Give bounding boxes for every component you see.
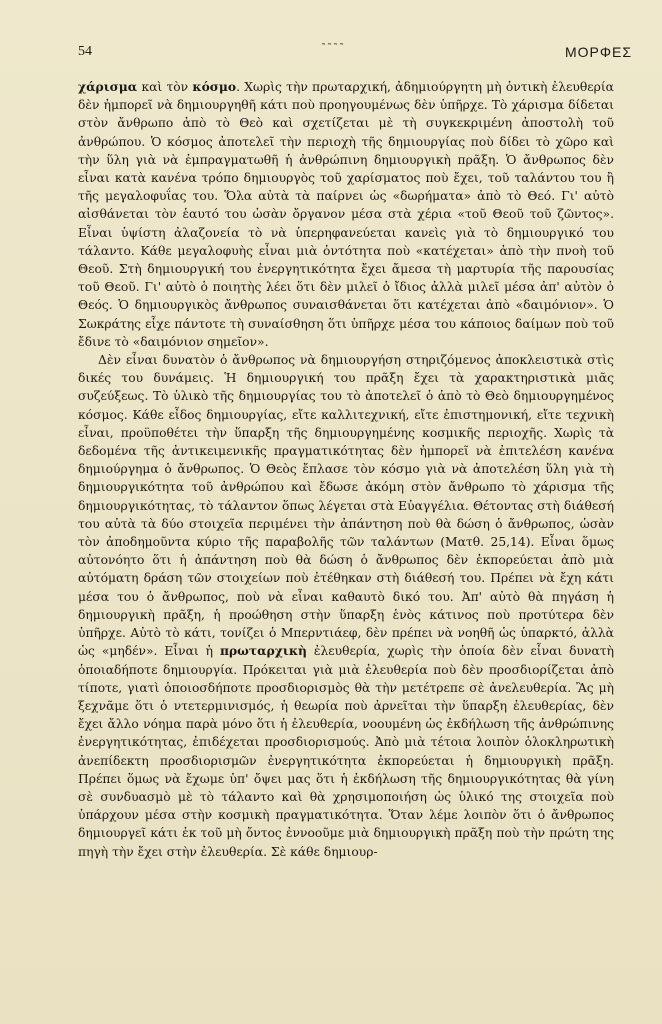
paragraph xyxy=(78,351,614,861)
header-ornament: ˜˜˜˜ xyxy=(321,43,345,54)
text-run: ἐλευθερία, χωρὶς τὴν ὁποία δὲν εἶναι δυνατὴ ὁποιαδήποτε δημιουργία. Πρόκειται γιὰ μιὰ ἐλευθερία ποὺ δὲν προσδιορίζεται ἀπὸ τίποτε, γιατὶ ὁποιοσδήποτε προσδιορισμὸς θὰ τὴν μετέτρεπε σὲ ἀνελευθερία. Ἂς μὴ ξεχνᾶμε ὅτι ὁ ντετερμινισμός, ἡ θεωρία ποὺ ἀρνεῖται τὴν ὕπαρξη ἐλευθερίας, δὲν ἔχει ἄλλο νόημα παρὰ μόνο ὅτι ἡ ἐλευθερία, νοουμένη ὡς ἐκδήλωση τῆς ἀνθρώπινης ἐνεργητικότητας, ἐπιδέχεται προσδιορισμούς. Ἀπὸ μιὰ τέτοια λοιπὸν ὁλοκληρωτικὴ ἀνεπίδεκτη προσδιορισμῶν ἐνεργητικότητα ἐκπορεύεται ἡ δημιουργικὴ πρᾶξη. Πρέπει ὅμως νὰ ἔχωμε ὑπ' ὄψει μας ὅτι ἡ ἐκδήλωση τῆς δημιουργικότητας θὰ γίνη σὲ συνδυασμὸ μὲ τὸ τάλαντο καὶ θὰ χρησιμοποιήση ὡς ὑλικό της στοιχεῖα ποὺ ὑπάρχουν μέσα στὴν κοσμικὴ πραγματικότητα. Ὅταν λέμε λοιπὸν ὅτι ὁ ἄνθρωπος δημιουργεῖ κάτι ἐκ τοῦ μὴ ὄντος ἐννοοῦμε μιὰ δημιουργικὴ πρᾶξη ποὺ τὴν πρώτη της πηγὴ τὴν ἔχει στὴν ἐλευθερία. Σὲ κάθε δημιουρ- xyxy=(78,644,614,859)
text-run: καὶ τὸν xyxy=(137,80,193,94)
bold-term: πρωταρχικὴ xyxy=(219,643,307,659)
paragraph xyxy=(78,78,614,351)
page-number: 54 xyxy=(78,44,92,59)
body-text xyxy=(78,78,614,861)
bold-term: χάρισμα xyxy=(78,79,138,94)
running-title: ΜΟΡΦΕΣ xyxy=(564,44,632,60)
text-run: . Χωρὶς τὴν πρωταρχική, ἀδημιούργητη μὴ ὀντικὴ ἐλευθερία δὲν ἠμπορεῖ νὰ δημιουργηθῆ κάτι ποὺ προηγουμένως δὲν ὑπῆρχε. Τὸ χάρισμα δίδεται στὸν ἄνθρωπο ἀπὸ τὸ Θεὸ καὶ σχετίζεται μὲ τὴ συγκεκριμένη ἀποστολὴ τοῦ ἀνθρώπου. Ὁ κόσμος ἀποτελεῖ τὴν περιοχὴ τῆς δημιουργίας ποὺ δίδει τὸ χῶρο καὶ τὴν ὕλη γιὰ νὰ ἐμπραγματωθῆ ἡ ἀνθρώπινη δημιουργικὴ πρᾶξη. Ὁ ἄνθρωπος δὲν εἶναι κατὰ κανένα τρόπο δημιουργὸς τοῦ χαρίσματος ποὺ ἔχει, τοῦ ταλάντου του ἢ τῆς μεγαλοφυΐας του. Ὅλα αὐτὰ τὰ παίρνει ὡς «δωρήματα» ἀπὸ τὸ Θεό. Γι' αὐτὸ αἰσθάνεται τὸν ἑαυτό του ὡσὰν ὄργανον μέσα στὰ χέρια «τοῦ Θεοῦ τοῦ ζῶντος». Εἶναι ὑψίστη ἀλαζονεία τὸ νὰ ὑπερηφανεύεται κανεὶς γιὰ τὸ δημιουργικό του τάλαντο. Κάθε μεγαλοφυὴς εἶναι μιὰ ὀντότητα ποὺ «κατέχεται» ἀπὸ τὴν πνοὴ τοῦ Θεοῦ. Στὴ δημιουργική του ἐνεργητικότητα ἔχει ἄμεσα τὴ μαρτυρία τῆς παρουσίας τοῦ Θεοῦ. Γι' αὐτὸ ὁ ποιητὴς λέει ὅτι δὲν μιλεῖ ὁ ἴδιος ἀλλὰ μιλεῖ μέσα ἀπ' αὐτὸν ὁ Θεός. Ὁ δημιουργικὸς ἄνθρωπος συναισθάνεται ὅτι κατέχεται ἀπὸ «δαιμόνιον». Ὁ Σωκράτης εἶχε πάντοτε τὴ συναίσθηση ὅτι ὑπῆρχε μέσα του κάποιος δαίμων ποὺ τοῦ ἔδινε τὸ «δαιμόνιον σημεῖον». xyxy=(78,80,614,349)
text-run: Δὲν εἶναι δυνατὸν ὁ ἄνθρωπος νὰ δημιουργήση στηριζόμενος ἀποκλειστικὰ στὶς δικές του δυνάμεις. Ἡ δημιουργική του πρᾶξη ἔχει τὰ χαρακτηριστικὰ μιᾶς συζεύξεως. Τὸ ὑλικὸ τῆς δημιουργίας του τὸ ἀποτελεῖ ὁ ἀπὸ τὸ Θεὸ δημιουργημένος κόσμος. Κάθε εἶδος δημιουργίας, εἴτε καλλιτεχνική, εἴτε ἐπιστημονική, εἴτε τεχνικὴ εἶναι, προϋποθέτει τὴν ὕπαρξη τῆς δημιουργημένης κοσμικῆς περιοχῆς. Χωρὶς τὰ δεδομένα τῆς ἀντικειμενικῆς πραγματικότητας δὲν ἠμπορεῖ νὰ ἐπιτελέση κανένα δημιούργημα ὁ ἄνθρωπος. Ὁ Θεὸς ἔπλασε τὸν κόσμο γιὰ νὰ ἀποτελέση ὕλη γιὰ τὴ δημιουργικότητα τοῦ ἀνθρώπου καὶ ἔδωσε ἀκόμη στὸν ἄνθρωπο τὸ χάρισμα τῆς δημιουργικότητας, τὸ τάλαντον ὅπως λέγεται στὰ Εὐαγγέλια. Θέτοντας στὴ διάθεσή του αὐτὰ τὰ δύο στοιχεῖα περιμένει τὴν ἀπάντηση ποὺ θὰ δώση ὁ ἄνθρωπος, ὡσὰν τὸν ἀποδημοῦντα κύριο τῆς παραβολῆς τῶν ταλάντων (Ματθ. 25,14). Εἶναι ὅμως αὐτονόητο ὅτι ἡ ἀπάντηση ποὺ θὰ δώση ὁ ἄνθρωπος δὲν ἐκπορεύεται ἀπὸ μιὰ αὐτόματη δράση τῶν στοιχείων ποὺ ἐτέθηκαν στὴ διάθεσή του. Πρέπει νὰ ἔχη κάτι μέσα του ὁ ἄνθρωπος, ποὺ νὰ εἶναι καθαυτὸ δικό του. Ἀπ' αὐτὸ θὰ πηγάση ἡ δημιουργικὴ πρᾶξη, ἡ προώθηση στὴν ὕπαρξη ἑνὸς κάτινος ποὺ προτύτερα δὲν ὑπῆρχε. Αὐτὸ τὸ κάτι, τονίζει ὁ Μπερντιάεφ, δὲν πρέπει νὰ νοηθῆ ὡς ὑπαρκτό, ἀλλὰ ὡς «μηδέν». Εἶναι ἡ xyxy=(78,353,614,659)
bold-term: κόσμο xyxy=(192,79,237,94)
page-header xyxy=(78,44,632,64)
